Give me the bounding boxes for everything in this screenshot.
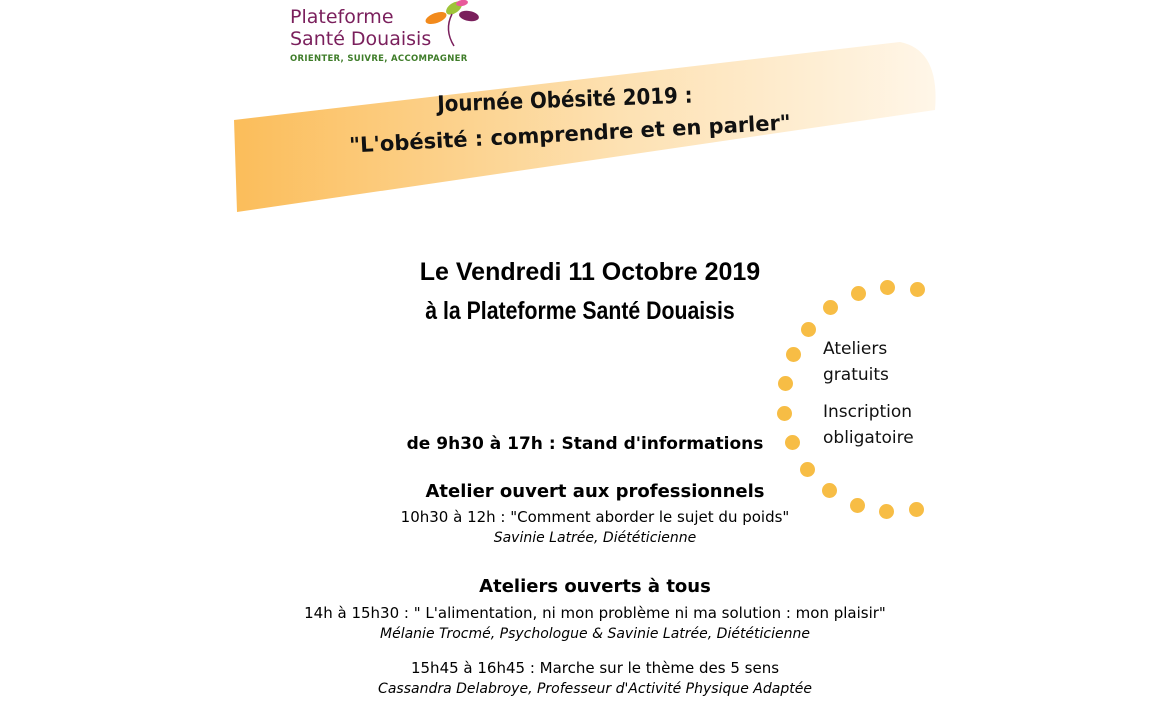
logo-line-2: Santé Douaisis	[290, 28, 432, 50]
free-workshops-note	[823, 336, 889, 388]
public-workshops-title: Ateliers ouverts à tous	[479, 576, 711, 597]
free-workshops-line-1: Ateliers	[823, 339, 888, 359]
public-workshop-2-speaker: Cassandra Delabroye, Professeur d'Activité Physique Adaptée	[378, 681, 812, 697]
registration-line-2: obligatoire	[823, 428, 914, 448]
pro-workshop-speaker: Savinie Latrée, Diététicienne	[493, 530, 697, 546]
logo-wordmark	[290, 6, 431, 50]
leaf-logo-icon	[414, 0, 484, 50]
event-title: Journée Obésité 2019 :	[436, 83, 694, 118]
pro-workshop-session: 10h30 à 12h : "Comment aborder le sujet du poids"	[400, 508, 790, 526]
title-banner-band	[0, 0, 1170, 230]
public-workshop-1-speakers: Mélanie Trocmé, Psychologue & Savinie Latrée, Diététicienne	[380, 626, 810, 642]
registration-line-1: Inscription	[823, 402, 913, 422]
public-workshop-2-session: 15h45 à 16h45 : Marche sur le thème des 5 sens	[410, 659, 780, 677]
event-subtitle: "L'obésité : comprendre et en parler"	[348, 110, 792, 158]
logo-tagline: ORIENTER, SUIVRE, ACCOMPAGNER	[290, 54, 468, 64]
info-stand: de 9h30 à 17h : Stand d'informations	[406, 434, 764, 454]
event-date: Le Vendredi 11 Octobre 2019	[419, 258, 761, 286]
public-workshop-1-session: 14h à 15h30 : " L'alimentation, ni mon problème ni ma solution : mon plaisir"	[304, 604, 886, 622]
event-place: à la Plateforme Santé Douaisis	[425, 297, 735, 325]
logo-line-1: Plateforme	[290, 6, 394, 28]
free-workshops-line-2: gratuits	[823, 365, 889, 385]
pro-workshop-title: Atelier ouvert aux professionnels	[425, 481, 765, 502]
